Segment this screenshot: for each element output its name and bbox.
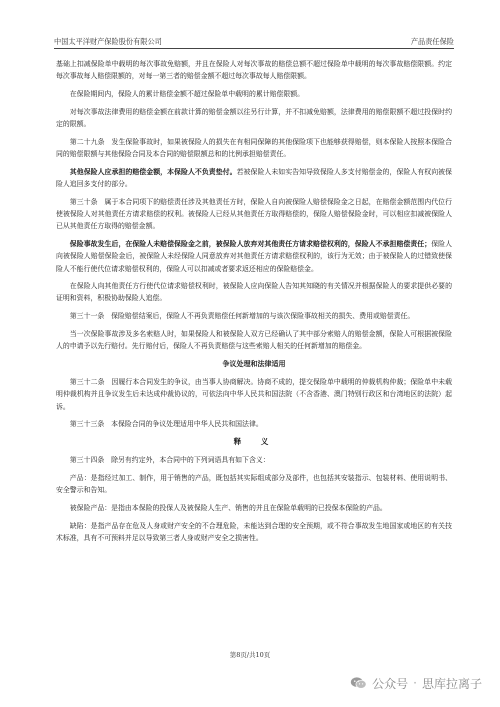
text: 若被保险人未如实告知导致保险人多支付赔偿金的，保险人有权向被保险人追回多支付的部分。: [56, 167, 453, 188]
article-30: 第三十条 属于本合同项下的赔偿责任涉及其他责任方时，保险人自向被保险人赔偿保险金之日起，在赔偿金额范围内代位行使被保险人对其他责任方请求赔偿的权利。被保险人已经从其他责任方取得赔偿的，保险人赔偿保险金时，可以相应扣减被保险人已从其他责任方取得的赔偿金额。: [56, 197, 452, 231]
watermark: [346, 674, 486, 692]
watermark-platform: 公众号: [372, 676, 409, 691]
paragraph: [56, 166, 452, 191]
article-32: 第三十二条 因履行本合同发生的争议，由当事人协商解决。协商不成的，提交保险单中载明的仲裁机构仲裁；保险单中未载明仲裁机构并且争议发生后未达成仲裁协议的，可依法向中华人民共和国法院（不含香港、澳门特别行政区和台湾地区的法院）起诉。: [56, 378, 452, 411]
article-33: 第三十三条 本保险合同的争议处理适用中华人民共和国法律。: [69, 420, 263, 429]
page-header: [54, 36, 454, 49]
bold-text: 保险事故发生后，在保险人未赔偿保险金之前，被保险人放弃对其他责任方请求赔偿权利的，保险人不承担赔偿责任；: [69, 239, 432, 248]
header-company: 中国太平洋财产保险股份有限公司: [54, 37, 162, 46]
paragraph: 当一次保险事故涉及多名索赔人时，如果保险人和被保险人双方已经确认了其中部分索赔人的赔偿金额，保险人可根据被保险人的申请予以先行赔付。先行赔付后，保险人不再负责赔偿与这些索赔人相关的任何新增加的赔偿金。: [56, 329, 452, 351]
text: 保险人向被保险人赔偿保险金后，被保险人未经保险人同意放弃对其他责任方请求赔偿权利的，该行为无效；由于被保险人的过错致使保险人不能行使代位请求赔偿权利的，保险人可以扣减或者要求返还相应的保险赔偿金。: [56, 239, 453, 273]
section-heading: 释 义: [233, 437, 275, 447]
article-34: 第三十四条 除另有约定外，本合同中的下列词语具有如下含义：: [69, 456, 270, 465]
definition: 产品：是指经过加工、制作，用于销售的产品，既包括其实际组成部分及部件，也包括其安装指示、包装材料、使用说明书、安全警示和告知。: [56, 474, 452, 495]
section-heading: 争议处理和法律适用: [222, 358, 286, 368]
paragraph: 对每次事故法律费用的赔偿金额在前款计算的赔偿金额以往另行计算，并不扣减免赔额，法律费用的赔偿限额不超过投保时约定的限额。: [56, 107, 452, 128]
page-number: 第8页/共10页: [229, 651, 271, 659]
article-31: 第三十一条 保险赔偿结案后，保险人不再负责赔偿任何新增加的与该次保险事故相关的损失、费用或赔偿责任。: [69, 312, 415, 321]
watermark-author: 思库拉离子: [421, 676, 482, 691]
article-29: 第二十九条 发生保险事故时，如果被保险人的损失在有相同保障的其他保险项下也能够获得赔偿，则本保险人按照本保险合同的赔偿限额与其他保险合同及本合同的赔偿限额总和的比例承担赔偿责任。: [56, 137, 452, 158]
paragraph: [56, 238, 452, 275]
paragraph: 在保险人向其他责任方行使代位请求赔偿权利时，被保险人应向保险人告知其知晓的有关情况并根据保险人的要求提供必要的证明和资料，积极协助保险人追偿。: [56, 282, 452, 303]
paragraph: 基础上扣减保险单中载明的每次事故免赔额，并且在保险人对每次事故的赔偿总额不超过保险单中载明的每次事故赔偿限额。约定每次事故每人赔偿限额的，对每一第三者的赔偿金额不超过每次事故每人赔偿限额。: [56, 60, 452, 81]
separator: ·: [413, 676, 417, 690]
definition: 缺陷：是指产品存在危及人身或财产安全的不合理危险，未能达到合理的安全预期，或不符合事故发生地国家或地区的有关技术标准，具有不可预料并足以导致第三者人身或财产安全之损害性。: [56, 521, 452, 543]
paragraph: 在保险期间内，保险人的累计赔偿金额不超过保险单中载明的累计赔偿限额。: [69, 89, 305, 98]
bold-text: 其他保险人应承担的赔偿金额，本保险人不负责垫付。: [69, 167, 237, 176]
definition: 被保险产品：是指由本保险的投保人及被保险人生产、销售的并且在保险单载明的已投保本保险的产品。: [69, 504, 387, 513]
wechat-icon: [350, 676, 367, 690]
document-body: [56, 58, 452, 550]
header-product: 产品责任保险: [410, 37, 454, 46]
